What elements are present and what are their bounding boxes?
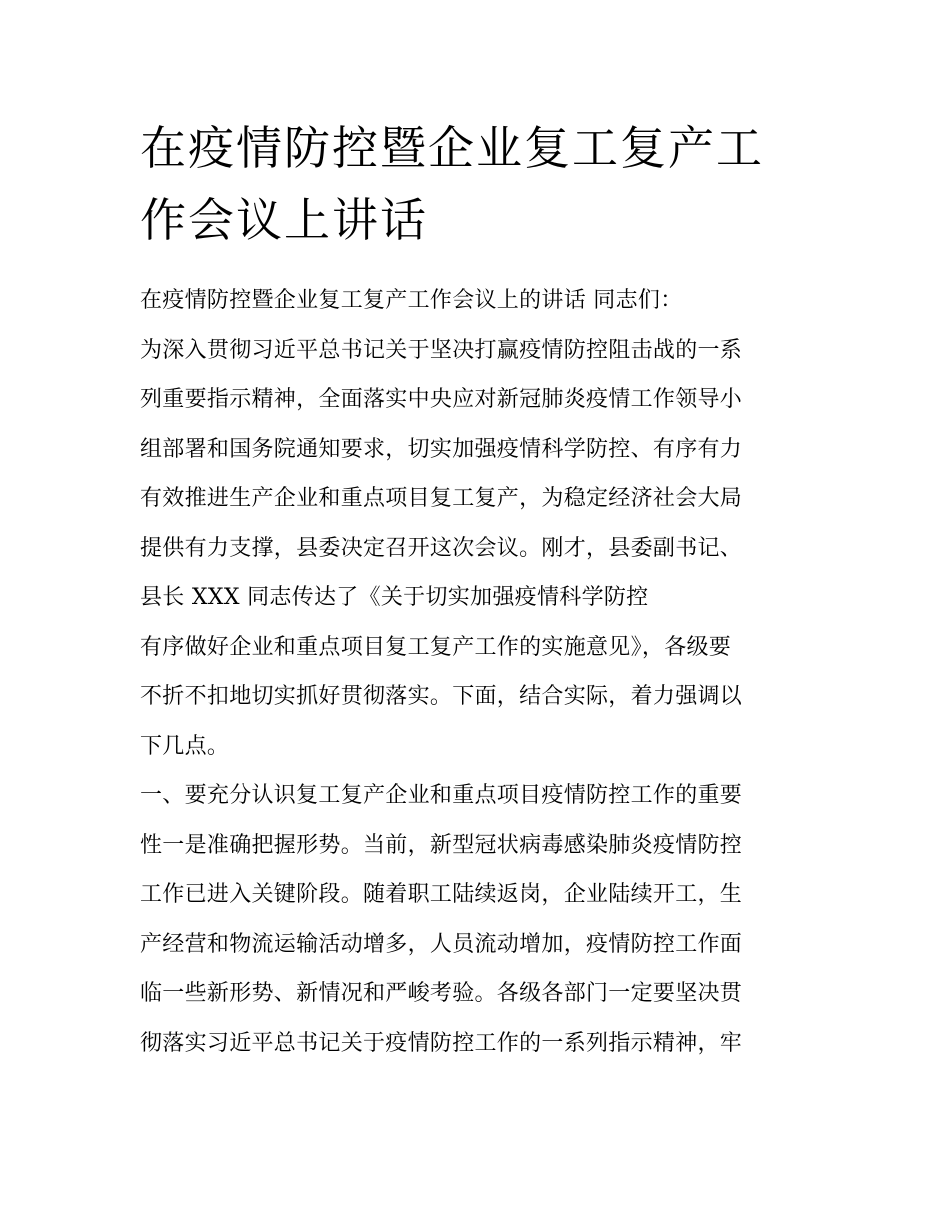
body-line: 有序做好企业和重点项目复工复产工作的实施意见》，各级要 (140, 634, 732, 660)
body-line: 在疫情防控暨企业复工复产工作会议上的讲话 同志们： (140, 288, 683, 313)
body-line: 提供有力支撑，县委决定召开这次会议。刚才，县委副书记、 (140, 535, 743, 561)
body-line: 有效推进生产企业和重点项目复工复产，为稳定经济社会大局 (140, 486, 743, 511)
body-line: 产经营和物流运输活动增多，人员流动增加，疫情防控工作面 (140, 931, 743, 957)
document-body (140, 280, 820, 1072)
body-line: 一、要充分认识复工复产企业和重点项目疫情防控工作的重要 (140, 783, 743, 808)
title-line-2: 作会议上讲话 (140, 193, 428, 247)
body-line: 县长 XXX 同志传达了《关于切实加强疫情科学防控 (140, 585, 649, 610)
body-line: 列重要指示精神，全面落实中央应对新冠肺炎疫情工作领导小 (140, 387, 743, 412)
body-line: 不折不扣地切实抓好贯彻落实。下面，结合实际，着力强调以 (140, 684, 743, 709)
body-line: 性一是准确把握形势。当前，新型冠状病毒感染肺炎疫情防控 (140, 832, 743, 858)
title-line-1: 在疫情防控暨企业复工复产工 (140, 121, 764, 175)
body-line: 临一些新形势、新情况和严峻考验。各级各部门一定要坚决贯 (140, 981, 743, 1006)
body-line: 工作已进入关键阶段。随着职工陆续返岗，企业陆续开工，生 (140, 882, 743, 907)
body-line: 为深入贯彻习近平总书记关于坚决打赢疫情防控阻击战的一系 (140, 337, 743, 363)
body-line: 下几点。 (140, 733, 230, 759)
body-line: 彻落实习近平总书记关于疫情防控工作的一系列指示精神，牢 (140, 1030, 743, 1056)
document-title (140, 112, 820, 256)
body-line: 组部署和国务院通知要求，切实加强疫情科学防控、有序有力 (140, 436, 743, 462)
